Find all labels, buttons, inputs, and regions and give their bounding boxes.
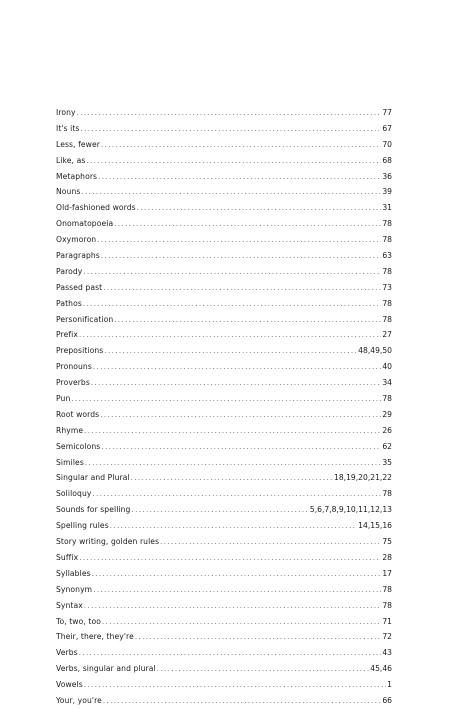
- index-pages: 29: [382, 409, 392, 419]
- index-pages: 62: [382, 441, 392, 451]
- index-term: Like, as: [56, 155, 86, 165]
- index-term: It's its: [56, 123, 80, 133]
- index-entry: [56, 200, 392, 216]
- index-entry: [56, 598, 392, 614]
- dot-leader: [93, 360, 381, 375]
- index-term: Pathos: [56, 298, 82, 308]
- index-pages: 78: [382, 394, 392, 404]
- index-entry: [56, 232, 392, 248]
- dot-leader: [79, 646, 382, 661]
- index-term: Singular and Plural: [56, 473, 130, 483]
- index-pages: 67: [382, 123, 392, 133]
- index-term: Your, you're: [56, 695, 102, 705]
- index-entry: [56, 153, 392, 169]
- index-term: Parody: [56, 266, 83, 276]
- index-term: Vowels: [56, 680, 83, 690]
- index-pages: 77: [382, 108, 392, 117]
- index-entry: [56, 105, 392, 121]
- index-entry: [56, 137, 392, 153]
- index-pages: 78: [382, 314, 392, 324]
- index-term: Prefix: [56, 330, 78, 340]
- index-pages: 70: [382, 139, 392, 149]
- dot-leader: [102, 615, 381, 630]
- dot-leader: [100, 408, 381, 423]
- dot-leader: [83, 297, 381, 312]
- index-pages: 27: [382, 330, 392, 340]
- index-entry: [56, 169, 392, 185]
- dot-leader: [103, 281, 381, 296]
- index-pages: 78: [382, 489, 392, 499]
- index-entry: [56, 391, 392, 407]
- index-pages: 68: [382, 155, 392, 165]
- index-entry: [56, 423, 392, 439]
- index-entry: [56, 534, 392, 550]
- index-pages: 43: [382, 648, 392, 658]
- dot-leader: [79, 551, 381, 566]
- dot-leader: [137, 201, 382, 216]
- dot-leader: [114, 313, 381, 328]
- index-term: Their, there, they're: [56, 632, 134, 642]
- index-term: To, two, too: [56, 616, 101, 626]
- index-pages: 39: [382, 187, 392, 197]
- index-pages: 5,6,7,8,9,10,11,12,13: [309, 505, 392, 515]
- dot-leader: [71, 392, 381, 407]
- index-pages: 72: [382, 632, 392, 642]
- index-term: Syllables: [56, 568, 91, 578]
- index-pages: 34: [382, 378, 392, 388]
- index-term: Onomatopoeia: [56, 219, 114, 229]
- index-term: Prepositions: [56, 346, 104, 356]
- dot-leader: [101, 138, 381, 153]
- index-entry: [56, 121, 392, 137]
- index-term: Personification: [56, 314, 114, 324]
- index-term: Suffix: [56, 552, 79, 562]
- index-entry: [56, 677, 392, 693]
- index-term: Pronouns: [56, 362, 92, 372]
- index-pages: 31: [382, 203, 392, 213]
- index-entry: [56, 614, 392, 630]
- index-term: Nouns: [56, 187, 81, 197]
- dot-leader: [103, 694, 381, 709]
- index-entry: [56, 216, 392, 232]
- index-entry: [56, 566, 392, 582]
- index-term: Root words: [56, 409, 100, 419]
- index-entry: [56, 582, 392, 598]
- index-pages: 78: [382, 266, 392, 276]
- index-entry: [56, 280, 392, 296]
- index-pages: 71: [382, 616, 392, 626]
- index-entry: [56, 343, 392, 359]
- index-entry: [56, 184, 392, 200]
- dot-leader: [84, 599, 381, 614]
- index-term: Syntax: [56, 600, 83, 610]
- index-term: Rhyme: [56, 425, 84, 435]
- dot-leader: [101, 249, 381, 264]
- dot-leader: [114, 217, 381, 232]
- index-term: Semicolons: [56, 441, 101, 451]
- index-pages: 75: [382, 537, 392, 547]
- dot-leader: [157, 662, 370, 677]
- index-pages: 40: [382, 362, 392, 372]
- dot-leader: [92, 487, 381, 502]
- dot-leader: [98, 170, 381, 185]
- dot-leader: [77, 106, 382, 121]
- index-pages: 48,49,50: [358, 346, 392, 356]
- index-pages: 18,19,20,21,22: [334, 473, 392, 483]
- index-entry: [56, 661, 392, 677]
- index-term: Verbs: [56, 648, 78, 658]
- dot-leader: [84, 678, 386, 693]
- index-term: Paragraphs: [56, 251, 100, 261]
- dot-leader: [91, 376, 381, 391]
- index-pages: 78: [382, 235, 392, 245]
- index-term: Old-fashioned words: [56, 203, 136, 213]
- index-entry: [56, 518, 392, 534]
- index-pages: 73: [382, 282, 392, 292]
- index-term: Spelling rules: [56, 521, 109, 531]
- dot-leader: [131, 503, 308, 518]
- index-pages: 78: [382, 584, 392, 594]
- dot-leader: [101, 440, 381, 455]
- dot-leader: [84, 424, 381, 439]
- dot-leader: [86, 154, 381, 169]
- index-entry: [56, 312, 392, 328]
- index-entry: [56, 359, 392, 375]
- index-pages: 14,15,16: [358, 521, 392, 531]
- index-entry: [56, 550, 392, 566]
- dot-leader: [83, 265, 381, 280]
- index-term: Sounds for spelling: [56, 505, 131, 515]
- index-term: Verbs, singular and plural: [56, 664, 156, 674]
- index-term: Irony: [56, 108, 76, 117]
- index-entry: [56, 327, 392, 343]
- index-entry: [56, 264, 392, 280]
- dot-leader: [93, 583, 381, 598]
- dot-leader: [135, 630, 381, 645]
- dot-leader: [79, 328, 381, 343]
- dot-leader: [104, 344, 357, 359]
- index-pages: 78: [382, 219, 392, 229]
- index-entry: [56, 645, 392, 661]
- index-entry: [56, 407, 392, 423]
- index-term: Less, fewer: [56, 139, 100, 149]
- index-term: Proverbs: [56, 378, 90, 388]
- index-pages: 45,46: [370, 664, 392, 674]
- index-pages: 36: [382, 171, 392, 181]
- index-entry: [56, 375, 392, 391]
- index-entry: [56, 248, 392, 264]
- index-term: Passed past: [56, 282, 103, 292]
- index-entry: [56, 629, 392, 645]
- dot-leader: [160, 535, 381, 550]
- index-term: Synonym: [56, 584, 93, 594]
- index-pages: 78: [382, 298, 392, 308]
- index-term: Metaphors: [56, 171, 98, 181]
- index-term: Oxymoron: [56, 235, 97, 245]
- dot-leader: [81, 122, 382, 137]
- index-pages: 66: [382, 695, 392, 705]
- index-pages: 17: [382, 568, 392, 578]
- index-term: Soliloquy: [56, 489, 92, 499]
- index-entry: [56, 502, 392, 518]
- index-entry: [56, 693, 392, 709]
- index-pages: 28: [382, 552, 392, 562]
- dot-leader: [81, 185, 381, 200]
- dot-leader: [92, 567, 382, 582]
- index-term: Story writing, golden rules: [56, 537, 160, 547]
- index-term: Pun: [56, 394, 71, 404]
- index-list: [56, 105, 392, 709]
- index-entry: [56, 486, 392, 502]
- index-pages: 78: [382, 600, 392, 610]
- index-term: Similes: [56, 457, 84, 467]
- dot-leader: [85, 456, 381, 471]
- index-pages: 35: [382, 457, 392, 467]
- index-pages: 1: [387, 680, 392, 690]
- index-pages: 63: [382, 251, 392, 261]
- dot-leader: [110, 519, 357, 534]
- index-entry: [56, 296, 392, 312]
- index-pages: 26: [382, 425, 392, 435]
- index-entry: [56, 470, 392, 486]
- index-entry: [56, 439, 392, 455]
- dot-leader: [97, 233, 381, 248]
- index-entry: [56, 455, 392, 471]
- dot-leader: [131, 471, 333, 486]
